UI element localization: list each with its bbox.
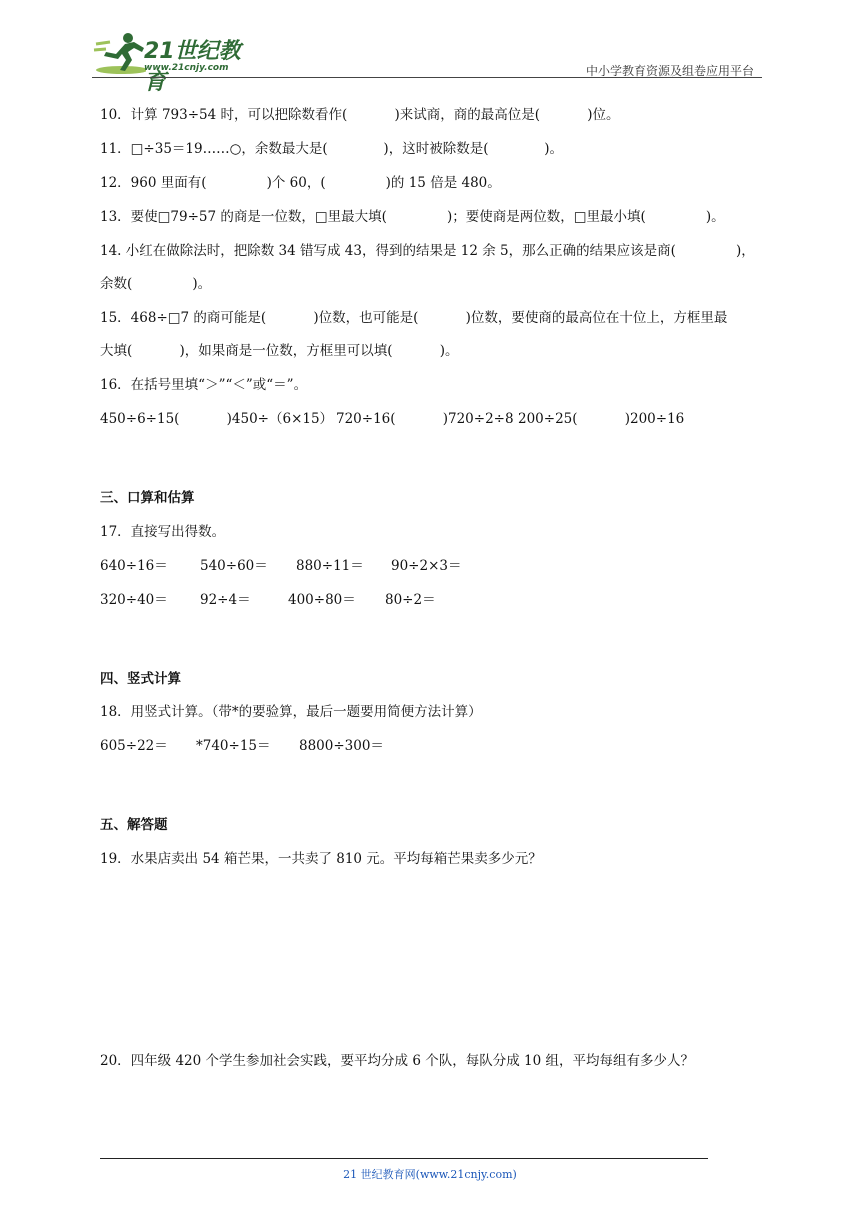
math-item: 880÷11＝ (296, 558, 364, 574)
question-14-line-1: 14. 小红在做除法时，把除数 34 错写成 43，得到的结果是 12 余 5，那么正确的结果应该是商( )， (100, 243, 755, 259)
page-header (92, 30, 762, 95)
question-11: 11．□÷35＝19……○，余数最大是( )，这时被除数是( )。 (100, 141, 564, 157)
calc-item: 605÷22＝ (100, 738, 168, 754)
question-15-line-2: 大填( )，如果商是一位数，方框里可以填( )。 (100, 343, 459, 359)
runner-logo-icon (92, 30, 146, 76)
question-17: 17．直接写出得数。 (100, 524, 226, 540)
math-item: 80÷2＝ (385, 592, 436, 608)
calc-item: 8800÷300＝ (299, 738, 384, 754)
compare-item: 720÷16( )720÷2÷8 (336, 411, 514, 427)
logo-text: 21世纪教育 (144, 39, 241, 95)
question-16: 16．在括号里填“＞”“＜”或“＝”。 (100, 377, 308, 393)
compare-item: 200÷25( )200÷16 (518, 411, 685, 427)
question-15-line-1: 15．468÷□7 的商可能是( )位数，也可能是( )位数，要使商的最高位在十位上，方框里最 (100, 310, 728, 326)
section-4-title: 四、竖式计算 (100, 671, 181, 687)
question-13: 13．要使□79÷57 的商是一位数，□里最大填( )；要使商是两位数，□里最小填( )。 (100, 209, 725, 225)
footer-divider (100, 1158, 708, 1159)
math-item: 90÷2×3＝ (391, 558, 462, 574)
calc-item: *740÷15＝ (196, 738, 271, 754)
math-item: 540÷60＝ (200, 558, 268, 574)
question-10: 10．计算 793÷54 时，可以把除数看作( )来试商，商的最高位是( )位。 (100, 107, 620, 123)
platform-label: 中小学教育资源及组卷应用平台 (585, 64, 754, 78)
logo-url: www.21cnjy.com (144, 63, 229, 73)
question-12: 12．960 里面有( )个 60，( )的 15 倍是 480。 (100, 175, 501, 191)
header-divider (92, 77, 762, 78)
math-item: 400÷80＝ (288, 592, 356, 608)
compare-item: 450÷6÷15( )450÷（6×15） (100, 411, 334, 427)
math-item: 92÷4＝ (200, 592, 251, 608)
question-19: 19．水果店卖出 54 箱芒果，一共卖了 810 元。平均每箱芒果卖多少元？ (100, 851, 542, 867)
section-5-title: 五、解答题 (100, 817, 168, 833)
logo (92, 30, 262, 95)
section-3-title: 三、口算和估算 (100, 490, 195, 506)
question-14-line-2: 余数( )。 (100, 276, 212, 292)
footer-text: 21 世纪教育网(www.21cnjy.com) (343, 1168, 517, 1181)
question-20: 20．四年级 420 个学生参加社会实践，要平均分成 6 个队，每队分成 10 组，平均每组有多少人？ (100, 1053, 694, 1069)
math-item: 320÷40＝ (100, 592, 168, 608)
math-item: 640÷16＝ (100, 558, 168, 574)
question-18: 18．用竖式计算。（带*的要验算，最后一题要用简便方法计算） (100, 704, 482, 720)
